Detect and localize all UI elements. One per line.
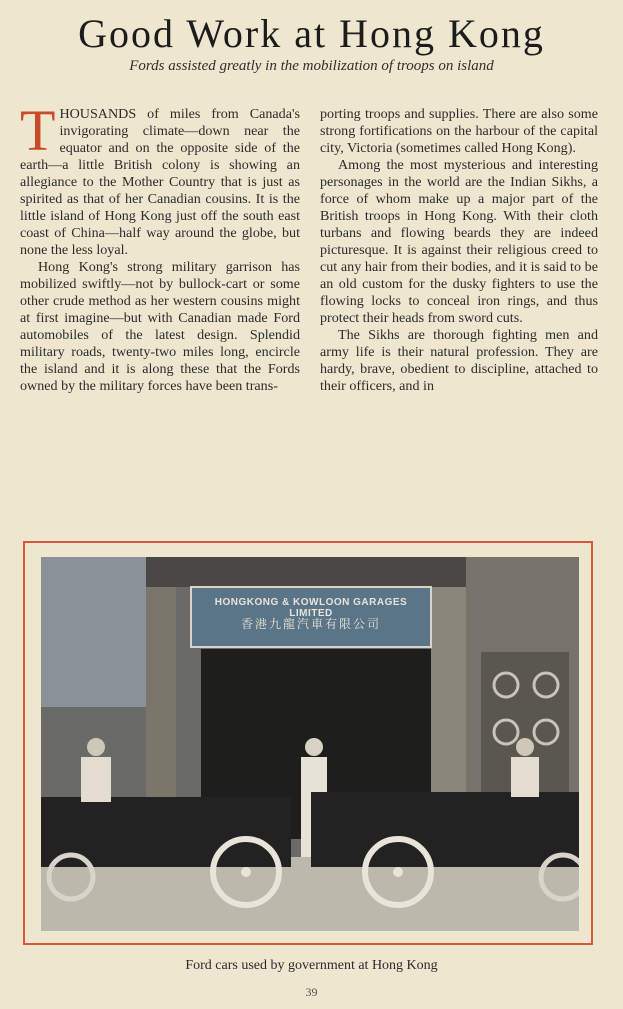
garage-sign-chinese: 香港九龍汽車有限公司 — [240, 617, 381, 631]
article-column-right — [320, 106, 598, 518]
article-paragraph — [20, 106, 300, 259]
article-paragraph: Among the most mysterious and interesting personages in the world are the Indian Sikhs, a force of whom make up a major part of the British troops in Hong Kong. With their cloth turbans and flowing beards they are indeed picturesque. It is against their religious creed to cut any hair from their bodies, and it is said to be an old custom for the dusky fighters to use the flowing locks to conceal iron rings, and thus protect their heads from sword cuts. — [320, 157, 598, 326]
garage-sign-text: HONGKONG & KOWLOON GARAGES LIMITED — [214, 597, 408, 619]
article-paragraph: porting troops and supplies. There are also some strong fortifications on the harbour of the capital city, Victoria (sometimes called Hong Kong). — [320, 106, 598, 156]
drop-cap: T — [20, 106, 56, 163]
page-subtitle: Fords assisted greatly in the mobilization of troops on island — [129, 58, 494, 74]
article-paragraph: Hong Kong's strong military garrison has mobilized swiftly—not by bullock-cart or some other crude method as her western cousins might at first imagine—but with Canadian made Ford automobiles of the latest design. Splendid military roads, twenty-two miles long, encircle the island and it is along these that the Fords owned by the military forces have been trans- — [20, 259, 300, 394]
paragraph-text: HOUSANDS of miles from Canada's invigorating climate—down near the equator and on the opposite side of the earth—a little British colony is showing an allegiance to the Mother Country that is just as spirited as that of her Canadian cousins. It is the little island of Hong Kong just off the south east coast of China—half way around the globe, but none the less loyal. — [20, 106, 300, 258]
page-title: Good Work at Hong Kong — [78, 11, 545, 56]
article-paragraph: The Sikhs are thorough fighting men and army life is their natural profession. They are hardy, brave, obedient to discipline, attached to their officers, and in — [320, 327, 598, 394]
page-number: 39 — [305, 985, 318, 999]
garage-photo — [41, 557, 579, 931]
photo-caption: Ford cars used by government at Hong Kong — [185, 958, 438, 973]
article-column-left — [20, 106, 300, 518]
